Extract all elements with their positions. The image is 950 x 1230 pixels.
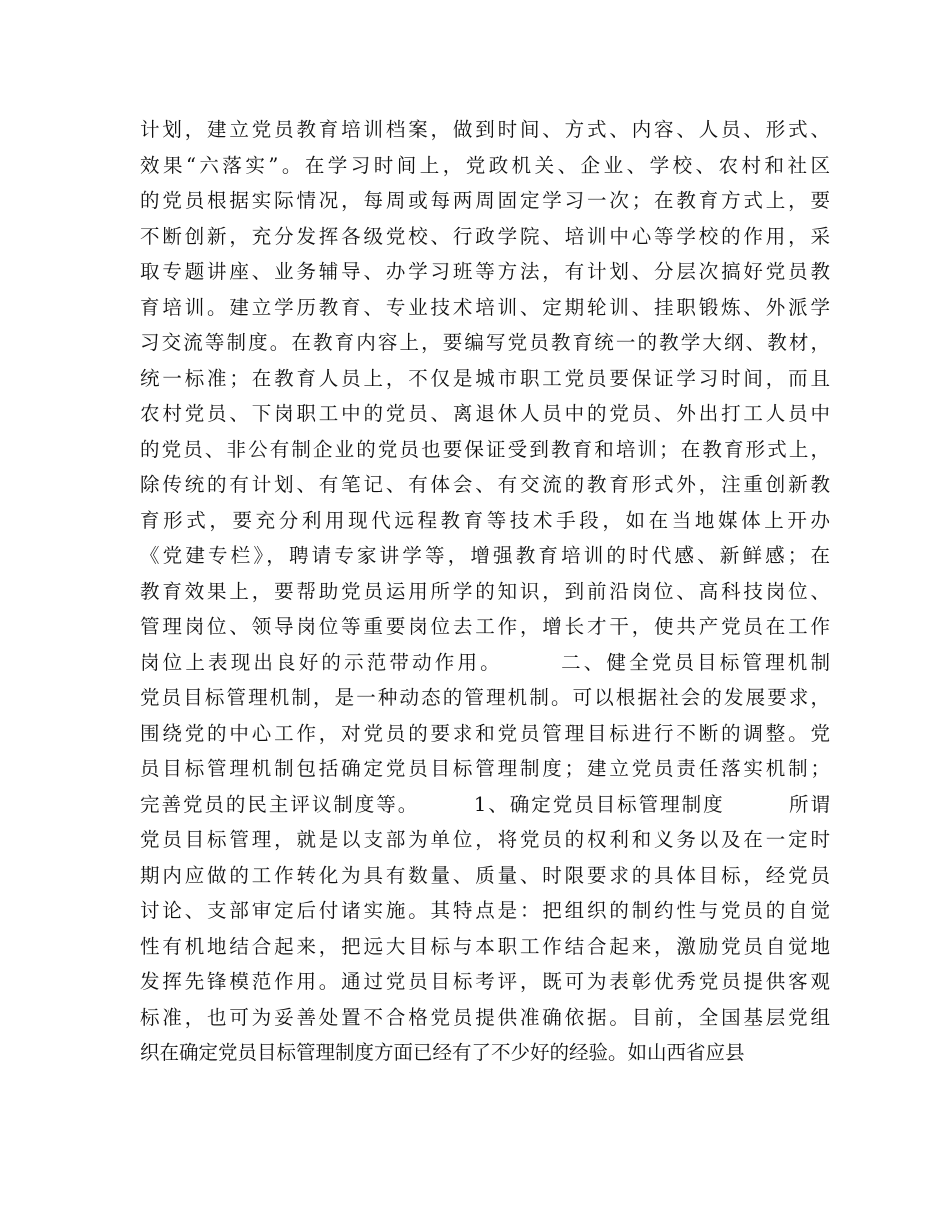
text-line: 计划，建立党员教育培训档案，做到时间、方式、内容、人员、形式、 [140, 118, 830, 141]
text-line: 的党员、非公有制企业的党员也要保证受到教育和培训；在教育形式上， [140, 437, 830, 461]
text-line: 讨论、支部审定后付诸实施。其特点是：把组织的制约性与党员的自觉 [140, 899, 830, 922]
text-line: 的党员根据实际情况，每周或每两周固定学习一次；在教育方式上，要 [140, 189, 830, 212]
text-line: 育培训。建立学历教育、专业技术培训、定期轮训、挂职锻炼、外派学 [140, 295, 830, 319]
text-line: 期内应做的工作转化为具有数量、质量、时限要求的具体目标，经党员 [140, 863, 830, 887]
text-line: 管理岗位、领导岗位等重要岗位去工作，增长才干，使共产党员在工作 [140, 615, 830, 638]
text-line: 农村党员、下岗职工中的党员、离退休人员中的党员、外出打工人员中 [140, 402, 830, 425]
text-line: 效果“六落实”。在学习时间上，党政机关、企业、学校、农村和社区 [140, 153, 830, 177]
text-line: 岗位上表现出良好的示范带动作用。 二、健全党员目标管理机制 [140, 650, 830, 674]
text-line: 完善党员的民主评议制度等。 1、确定党员目标管理制度 所谓 [140, 792, 830, 816]
text-line: 教育效果上，要帮助党员运用所学的知识，到前沿岗位、高科技岗位、 [140, 579, 830, 603]
text-line: 发挥先锋模范作用。通过党员目标考评，既可为表彰优秀党员提供客观 [140, 970, 830, 993]
text-line: 《党建专栏》，聘请专家讲学等，增强教育培训的时代感、新鲜感；在 [140, 544, 830, 567]
text-line: 育形式，要充分利用现代远程教育等技术手段，如在当地媒体上开办 [140, 508, 830, 532]
text-line: 统一标准；在教育人员上，不仅是城市职工党员要保证学习时间，而且 [140, 366, 830, 390]
text-line: 不断创新，充分发挥各级党校、行政学院、培训中心等学校的作用，采 [140, 224, 830, 248]
text-line: 取专题讲座、业务辅导、办学习班等方法，有计划、分层次搞好党员教 [140, 260, 830, 283]
text-line: 除传统的有计划、有笔记、有体会、有交流的教育形式外，注重创新教 [140, 473, 830, 496]
text-line: 性有机地结合起来，把远大目标与本职工作结合起来，激励党员自觉地 [140, 934, 830, 958]
text-line: 党员目标管理机制，是一种动态的管理机制。可以根据社会的发展要求， [140, 686, 830, 709]
text-line: 习交流等制度。在教育内容上，要编写党员教育统一的教学大纲、教材， [140, 331, 830, 354]
text-line: 围绕党的中心工作，对党员的要求和党员管理目标进行不断的调整。党 [140, 721, 830, 745]
text-line: 党员目标管理，就是以支部为单位，将党员的权利和义务以及在一定时 [140, 828, 830, 851]
body-text [140, 112, 830, 1071]
text-line: 员目标管理机制包括确定党员目标管理制度；建立党员责任落实机制； [140, 757, 830, 780]
text-line: 标准，也可为妥善处置不合格党员提供准确依据。目前，全国基层党组 [140, 1005, 830, 1029]
text-line: 织在确定党员目标管理制度方面已经有了不少好的经验。如山西省应县 [140, 1041, 745, 1064]
